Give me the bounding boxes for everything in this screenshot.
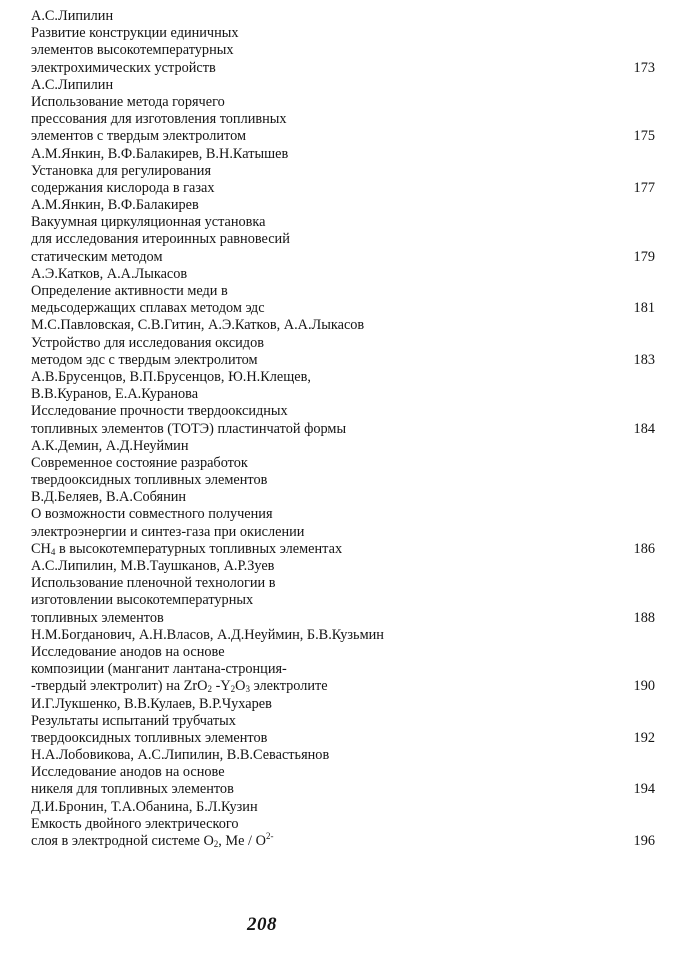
toc-line-text: Исследование анодов на основе	[31, 764, 225, 781]
toc-page-number: 192	[633, 729, 655, 746]
toc-line	[31, 816, 651, 833]
toc-line	[31, 696, 651, 713]
toc-line	[31, 524, 651, 541]
toc-line	[31, 506, 651, 523]
toc-line	[31, 369, 651, 386]
toc-line-text: твердооксидных топливных элементов	[31, 472, 268, 489]
toc-line-text: Использование метода горячего	[31, 93, 225, 110]
toc-page-number: 190	[633, 678, 655, 695]
toc-line	[31, 128, 655, 145]
toc-page-number: 184	[633, 420, 655, 437]
toc-line	[31, 575, 651, 592]
toc-line-text: топливных элементов (ТОТЭ) пластинчатой формы	[31, 420, 347, 437]
toc-line-text: электрохимических устройств	[31, 59, 216, 76]
toc-line-text: М.С.Павловская, С.В.Гитин, А.Э.Катков, А.А.Лыкасов	[31, 317, 365, 334]
toc-page-number: 196	[633, 833, 655, 849]
toc-line-text: А.М.Янкин, В.Ф.Балакирев, В.Н.Катышев	[31, 145, 289, 162]
toc-line-text: А.С.Липилин	[31, 76, 114, 93]
toc-line	[31, 661, 651, 678]
toc-line	[31, 472, 651, 489]
toc-page-number: 188	[633, 609, 655, 626]
toc-line-text: А.К.Демин, А.Д.Неуймин	[31, 437, 189, 454]
toc-line	[31, 489, 651, 506]
toc-line	[31, 455, 651, 472]
toc-line	[31, 300, 655, 317]
toc-line	[31, 713, 651, 730]
toc-line	[31, 609, 655, 627]
toc-line-text: твердооксидных топливных элементов	[31, 729, 268, 746]
toc-line-text: никеля для топливных элементов	[31, 781, 234, 798]
toc-line-text: Современное состояние разработок	[31, 454, 248, 471]
toc-line-text: Исследование анодов на основе	[31, 643, 225, 660]
toc-line	[31, 351, 655, 369]
toc-line-text: прессования для изготовления топливных	[31, 111, 287, 128]
toc-line-text: композиции (манганит лантана-стронция-	[31, 661, 287, 678]
toc-page-number: 175	[633, 128, 655, 145]
toc-line	[31, 163, 651, 180]
toc-line	[31, 592, 651, 609]
toc-line-text: содержания кислорода в газах	[31, 179, 215, 196]
toc-line	[31, 558, 651, 575]
toc-line	[31, 540, 655, 558]
toc-line	[31, 42, 651, 59]
toc-line-text: элементов высокотемпературных	[31, 42, 234, 59]
toc-line	[31, 386, 651, 403]
toc-page-number: 173	[633, 59, 655, 76]
toc-page-number: 186	[633, 540, 655, 557]
toc-line	[31, 25, 651, 42]
toc-line	[31, 59, 655, 77]
toc-line-text: электроэнергии и синтез-газа при окислении	[31, 523, 305, 540]
toc-line-text: В.Д.Беляев, В.А.Собянин	[31, 489, 187, 506]
toc-line	[31, 764, 651, 781]
toc-line-text: О возможности совместного получения	[31, 506, 273, 523]
toc-line-text: топливных элементов	[31, 609, 164, 626]
toc-line	[31, 729, 655, 747]
toc-line	[31, 317, 651, 334]
toc-line-text: медьсодержащих сплавах методом эдс	[31, 300, 265, 317]
toc-line-text: Вакуумная циркуляционная установка	[31, 214, 266, 231]
toc-line	[31, 266, 651, 283]
toc-page-number: 181	[633, 300, 655, 317]
toc-line	[31, 283, 651, 300]
toc-line-text: Устройство для исследования оксидов	[31, 334, 264, 351]
toc-page-number: 194	[633, 781, 655, 798]
toc-line	[31, 403, 651, 420]
toc-line-text: Емкость двойного электрического	[31, 815, 239, 832]
toc-line-text: статическим методом	[31, 248, 163, 265]
toc-line-text: Д.И.Бронин, Т.А.Обанина, Б.Л.Кузин	[31, 798, 258, 815]
page-number-footer: 208	[247, 914, 277, 935]
toc-line-text: А.М.Янкин, В.Ф.Балакирев	[31, 197, 199, 214]
toc-line-text: Развитие конструкции единичных	[31, 25, 239, 42]
toc-line	[31, 678, 655, 695]
toc-line	[31, 335, 651, 352]
toc-page-number: 179	[633, 248, 655, 265]
toc-line	[31, 627, 651, 644]
toc-line-text: Использование пленочной технологии в	[31, 575, 276, 592]
toc-line-text: А.В.Брусенцов, В.П.Брусенцов, Ю.Н.Клещев,	[31, 368, 311, 385]
toc-line-text: методом эдс с твердым электролитом	[31, 351, 258, 368]
toc-line-text: А.С.Липилин	[31, 8, 114, 24]
table-of-contents	[31, 8, 655, 850]
toc-line-text: Н.М.Богданович, А.Н.Власов, А.Д.Неуймин, Б.В.Кузьмин	[31, 626, 384, 643]
toc-line-text: Определение активности меди в	[31, 283, 228, 299]
toc-line	[31, 747, 651, 764]
toc-line	[31, 111, 651, 128]
toc-line-text: элементов с твердым электролитом	[31, 128, 246, 145]
toc-line-text: -твердый электролит) на ZrO$_2$ $-Y_2O_3$ электролите	[31, 678, 328, 695]
toc-line	[31, 248, 655, 266]
toc-line-text: А.С.Липилин, М.В.Таушканов, А.Р.Зуев	[31, 558, 275, 574]
toc-line	[31, 197, 651, 214]
toc-line	[31, 94, 651, 111]
toc-line-text: Н.А.Лобовикова, А.С.Липилин, В.В.Севастьянов	[31, 747, 330, 764]
toc-line-text: Исследование прочности твердооксидных	[31, 403, 288, 420]
toc-line	[31, 420, 655, 438]
toc-line	[31, 438, 651, 455]
toc-line-text: слоя в электродной системе $O_2$, Me / $O^{2-}$	[31, 831, 274, 849]
toc-line-text: В.В.Куранов, Е.А.Куранова	[31, 386, 199, 403]
toc-line	[31, 179, 655, 197]
toc-line	[31, 644, 651, 661]
toc-line	[31, 831, 655, 850]
toc-line	[31, 77, 651, 94]
toc-line-text: А.Э.Катков, А.А.Лыкасов	[31, 265, 188, 282]
toc-line-text: для исследования итероинных равновесий	[31, 231, 290, 248]
toc-line	[31, 231, 651, 248]
toc-page-number: 177	[633, 179, 655, 196]
toc-line-text: $CH_4$ в высокотемпературных топливных элементах	[31, 540, 343, 557]
toc-line	[31, 8, 651, 25]
toc-line	[31, 146, 651, 163]
toc-line	[31, 799, 651, 816]
toc-line-text: И.Г.Лукшенко, В.В.Кулаев, В.Р.Чухарев	[31, 695, 272, 712]
toc-page-number: 183	[633, 351, 655, 368]
toc-line-text: изготовлении высокотемпературных	[31, 592, 254, 609]
toc-line-text: Результаты испытаний трубчатых	[31, 712, 236, 729]
toc-line	[31, 781, 655, 798]
toc-line-text: Установка для регулирования	[31, 162, 212, 179]
toc-line	[31, 214, 651, 231]
